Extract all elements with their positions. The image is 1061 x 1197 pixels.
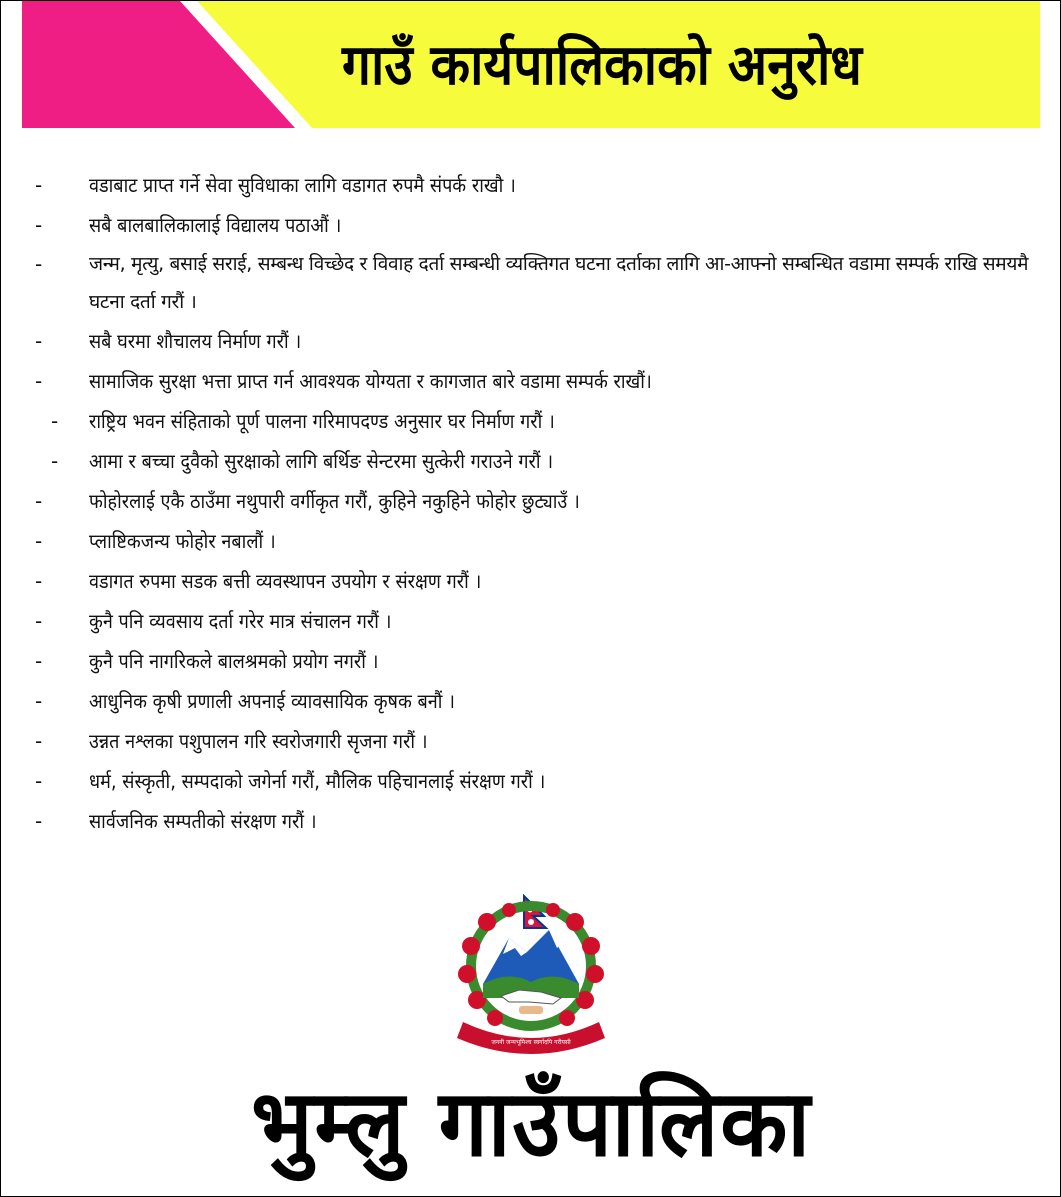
request-list: [1, 165, 1061, 841]
list-dash: -: [35, 689, 43, 713]
footer-municipality-name: भुम्लु गाउँपालिका: [251, 1070, 812, 1177]
list-item: [1, 601, 1061, 641]
list-item: [1, 561, 1061, 601]
list-item: [1, 521, 1061, 561]
list-item-text: सबै बालबालिकालाई विद्यालय पठाऔं ।: [89, 213, 342, 237]
list-item: [1, 641, 1061, 681]
list-item-text: राष्ट्रिय भवन संहिताको पूर्ण पालना गरिमापदण्ड अनुसार घर निर्माण गरौं ।: [89, 409, 555, 433]
list-dash: -: [35, 809, 43, 833]
list-item: [1, 801, 1061, 841]
list-item: [1, 361, 1061, 401]
list-dash: -: [35, 252, 43, 276]
header-banner: [22, 1, 1040, 128]
emblem-ribbon-text: जननी जन्मभूमिश्च स्वर्गादपि गरीयसी: [491, 1039, 571, 1046]
list-item-text: कुनै पनि नागरिकले बालश्रमको प्रयोग नगरौं ।: [89, 649, 379, 673]
list-item: [1, 321, 1061, 361]
list-dash: -: [35, 369, 43, 393]
list-item: [1, 205, 1061, 245]
list-item-text: आधुनिक कृषी प्रणाली अपनाई व्यावसायिक कृषक बनौं ।: [89, 689, 455, 713]
list-item-text: सार्वजनिक सम्पतीको संरक्षण गरौं ।: [89, 809, 317, 833]
list-item: [1, 681, 1061, 721]
banner-title: गाउँ कार्यपालिकाको अनुरोध: [341, 33, 863, 98]
list-dash: -: [51, 409, 59, 433]
list-dash: -: [35, 529, 43, 553]
nepal-emblem-icon: [449, 894, 613, 1056]
list-item: [1, 245, 1061, 321]
list-dash: -: [35, 569, 43, 593]
list-item-text: जन्म, मृत्यु, बसाई सराई, सम्बन्ध विच्छेद र विवाह दर्ता सम्बन्धी व्यक्तिगत घटना दर्ताका लागि आ-आफ्नो सम्बन्धित वडामा सम्पर्क राखि समयमै घटना दर्ता गरौं ।: [89, 253, 1029, 313]
list-item-text: उन्नत नश्लका पशुपालन गरि स्वरोजगारी सृजना गरौं ।: [89, 729, 428, 753]
list-dash: -: [35, 649, 43, 673]
list-item: [1, 441, 1061, 481]
list-item-text: वडागत रुपमा सडक बत्ती व्यवस्थापन उपयोग र संरक्षण गरौं ।: [89, 569, 482, 593]
list-item-text: धर्म, संस्कृती, सम्पदाको जगेर्ना गरौं, मौलिक पहिचानलाई संरक्षण गरौं ।: [89, 769, 546, 793]
list-item: [1, 721, 1061, 761]
list-dash: -: [35, 769, 43, 793]
list-item-text: सबै घरमा शौचालय निर्माण गरौं ।: [89, 329, 302, 353]
list-dash: -: [35, 729, 43, 753]
list-dash: -: [35, 609, 43, 633]
list-item: [1, 481, 1061, 521]
list-item-text: आमा र बच्चा दुवैको सुरक्षाको लागि बर्थिङ सेन्टरमा सुत्केरी गराउने गरौं ।: [89, 449, 554, 473]
list-dash: -: [35, 173, 43, 197]
list-item-text: वडाबाट प्राप्त गर्ने सेवा सुविधाका लागि वडागत रुपमै संपर्क राखौ ।: [89, 173, 516, 197]
list-dash: -: [35, 213, 43, 237]
list-dash: -: [35, 329, 43, 353]
list-item-text: सामाजिक सुरक्षा भत्ता प्राप्त गर्न आवश्यक योग्यता र कागजात बारे वडामा सम्पर्क राखौं।: [89, 369, 652, 393]
list-item: [1, 401, 1061, 441]
list-item-text: कुनै पनि व्यवसाय दर्ता गरेर मात्र संचालन गरौं ।: [89, 609, 392, 633]
list-item: [1, 165, 1061, 205]
list-item: [1, 761, 1061, 801]
list-item-text: फोहोरलाई एकै ठाउँमा नथुपारी वर्गीकृत गरौं, कुहिने नकुहिने फोहोर छुट्याउँ ।: [89, 489, 580, 513]
list-item-text: प्लाष्टिकजन्य फोहोर नबालौं ।: [89, 529, 276, 553]
list-dash: -: [35, 489, 43, 513]
list-dash: -: [51, 449, 59, 473]
